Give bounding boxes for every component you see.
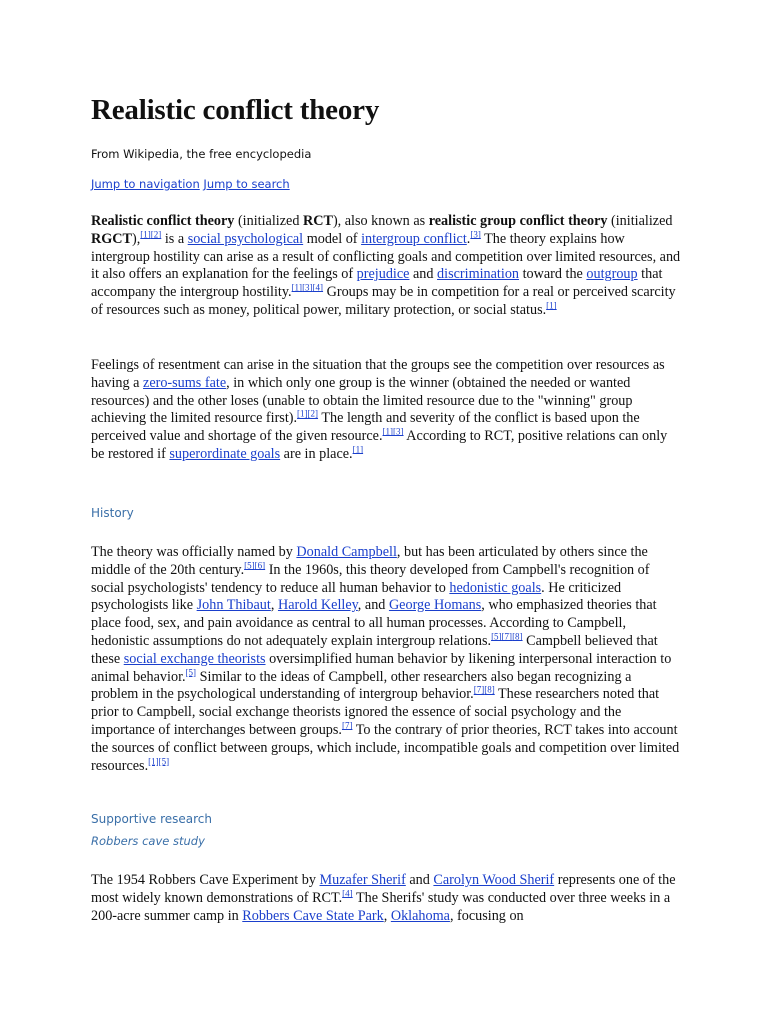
citation-link[interactable]: [7]: [501, 631, 513, 642]
citation: [491, 631, 523, 641]
text: The length and severity of the conflict is based upon the perceived value and shortage of the given resource.: [91, 410, 640, 445]
jump-to-navigation-link[interactable]: Jump to navigation: [91, 177, 200, 191]
text: To the contrary of prior theories, RCT takes into account the sources of conflict between groups, which include, incompatible goals and competition over limited resources.: [91, 721, 680, 774]
text: model of: [303, 230, 362, 247]
citation-link[interactable]: [5]: [491, 631, 502, 642]
citation-link[interactable]: [1]: [148, 755, 159, 766]
text: and: [409, 266, 438, 283]
page-title: Realistic conflict theory: [91, 94, 380, 126]
link-outgroup[interactable]: outgroup: [586, 266, 638, 283]
text: , who emphasized theories that place food, sex, and pain avoidance as central to all human processes. According to Campbell, hedonistic assumptions do not adequately explain intergroup relations.: [91, 597, 657, 649]
citation-link[interactable]: [1]: [297, 408, 308, 419]
text: The Sherifs' study was conducted over three weeks in a 200-acre summer camp in: [91, 889, 671, 924]
text: , and: [357, 597, 389, 614]
text: , focusing on: [449, 907, 524, 924]
bold-term: realistic group conflict theory: [428, 213, 608, 229]
text: The 1954 Robbers Cave Experiment by: [91, 872, 320, 888]
text: .: [466, 230, 471, 247]
text: is a: [161, 230, 188, 247]
citation: [292, 282, 324, 292]
text: The theory was officially named by: [91, 544, 297, 560]
citation-link[interactable]: [6]: [254, 560, 266, 571]
section-heading-supportive-research: Supportive research: [91, 812, 212, 826]
citation-link[interactable]: [5]: [158, 755, 170, 766]
citation: [353, 444, 364, 454]
text: . He criticized psychologists like: [91, 579, 622, 614]
text: Similar to the ideas of Campbell, other researchers also began recognizing a problem in the psychological understanding of intergroup behavior.: [91, 668, 632, 703]
citation-link[interactable]: [2]: [307, 408, 319, 419]
link-george-homans[interactable]: George Homans: [388, 597, 482, 614]
citation-link[interactable]: [1]: [140, 229, 151, 240]
text: , in which only one group is the winner (obtained the needed or wanted resources) and the other loses (unable to obtain the limited resource due to the "winning" group achieving the limited resource first).: [91, 374, 633, 427]
text: ,: [383, 907, 391, 924]
text: that accompany the intergroup hostility.: [91, 266, 663, 301]
citation-link[interactable]: [8]: [484, 684, 495, 695]
text: are in place.: [280, 445, 353, 462]
history-paragraph: [91, 544, 681, 775]
citation-link[interactable]: [1]: [291, 282, 303, 293]
link-carolyn-wood-sherif[interactable]: Carolyn Wood Sherif: [433, 872, 555, 888]
link-intergroup-conflict[interactable]: intergroup conflict: [361, 230, 467, 247]
bold-term: Realistic conflict theory: [91, 213, 235, 229]
citation-link[interactable]: [1]: [546, 300, 557, 311]
subsection-heading-robbers-cave: Robbers cave study: [91, 834, 205, 848]
citation-link[interactable]: [1]: [352, 444, 364, 455]
link-prejudice[interactable]: prejudice: [356, 266, 410, 283]
link-donald-campbell[interactable]: Donald Campbell: [296, 544, 397, 560]
citation: [342, 720, 353, 730]
citation: [474, 685, 495, 695]
citation: [186, 667, 197, 677]
citation-link[interactable]: [7]: [473, 684, 485, 695]
citation: [244, 560, 265, 570]
text: Campbell believed that these: [91, 632, 658, 667]
link-muzafer-sherif[interactable]: Muzafer Sherif: [319, 872, 406, 888]
jump-to-search-link[interactable]: Jump to search: [203, 177, 290, 191]
citation: [148, 756, 169, 766]
jump-links: [91, 177, 290, 191]
text: , but has been articulated by others since the middle of the 20th century.: [91, 544, 648, 578]
citation: [297, 409, 318, 419]
text: ), also known as: [332, 213, 429, 229]
site-tagline: From Wikipedia, the free encyclopedia: [91, 147, 312, 161]
citation-link[interactable]: [1]: [382, 426, 394, 437]
robbers-cave-paragraph: [91, 872, 681, 925]
text: and: [405, 872, 434, 888]
text: (initialized: [234, 213, 303, 229]
text: toward the: [519, 266, 587, 283]
text: ,: [270, 597, 278, 614]
text: represents one of the most widely known demonstrations of RCT.: [91, 872, 676, 906]
link-social-exchange-theorists[interactable]: social exchange theorists: [123, 650, 266, 667]
citation-link[interactable]: [5]: [185, 666, 197, 677]
link-social-psychological[interactable]: social psychological: [187, 230, 304, 247]
citation-link[interactable]: [2]: [150, 229, 162, 240]
link-john-thibaut[interactable]: John Thibaut: [196, 597, 271, 614]
citation-link[interactable]: [7]: [341, 720, 353, 731]
citation-link[interactable]: [4]: [342, 888, 353, 899]
text: ),: [132, 230, 141, 247]
text: oversimplified human behavior by likening interpersonal interaction to animal behavior.: [91, 650, 672, 685]
citation: [470, 229, 481, 239]
text: According to RCT, positive relations can only be restored if: [91, 428, 668, 462]
link-superordinate-goals[interactable]: superordinate goals: [169, 445, 281, 462]
text: The theory explains how intergroup hostility can arise as a result of conflicting goals and competition over limited resources, and it also offers an explanation for the feelings of: [91, 230, 681, 283]
citation-link[interactable]: [3]: [470, 229, 481, 240]
resentment-paragraph: [91, 357, 681, 464]
bold-term: RGCT: [91, 230, 132, 247]
citation-link[interactable]: [3]: [302, 282, 313, 293]
link-zero-sums-fate[interactable]: zero-sums fate: [143, 374, 227, 391]
text: These researchers noted that prior to Campbell, social exchange theorists ignored the essence of social psychology and the importance of interchanges between groups.: [91, 686, 660, 738]
text: Groups may be in competition for a real or perceived scarcity of resources such as money, political power, military protection, or social status.: [91, 284, 676, 318]
link-oklahoma[interactable]: Oklahoma: [390, 907, 450, 924]
link-robbers-cave-state-park[interactable]: Robbers Cave State Park: [242, 907, 384, 924]
bold-term: RCT: [302, 213, 333, 229]
link-harold-kelley[interactable]: Harold Kelley: [277, 597, 358, 614]
citation-link[interactable]: [5]: [244, 560, 255, 571]
text: (initialized: [607, 213, 673, 229]
citation-link[interactable]: [4]: [312, 282, 324, 293]
citation: [383, 426, 404, 436]
intro-paragraph: [91, 213, 681, 320]
link-hedonistic-goals[interactable]: hedonistic goals: [449, 579, 542, 596]
text: Feelings of resentment can arise in the situation that the groups see the competition over resources as having a: [91, 357, 665, 391]
citation-link[interactable]: [3]: [393, 426, 404, 437]
section-heading-history: History: [91, 506, 134, 520]
citation: [140, 229, 161, 239]
citation: [342, 888, 353, 898]
link-discrimination[interactable]: discrimination: [437, 266, 520, 283]
citation: [546, 300, 557, 310]
citation-link[interactable]: [8]: [512, 631, 523, 642]
text: In the 1960s, this theory developed from Campbell's recognition of social psychologists' tendency to reduce all human behavior to: [91, 561, 650, 596]
